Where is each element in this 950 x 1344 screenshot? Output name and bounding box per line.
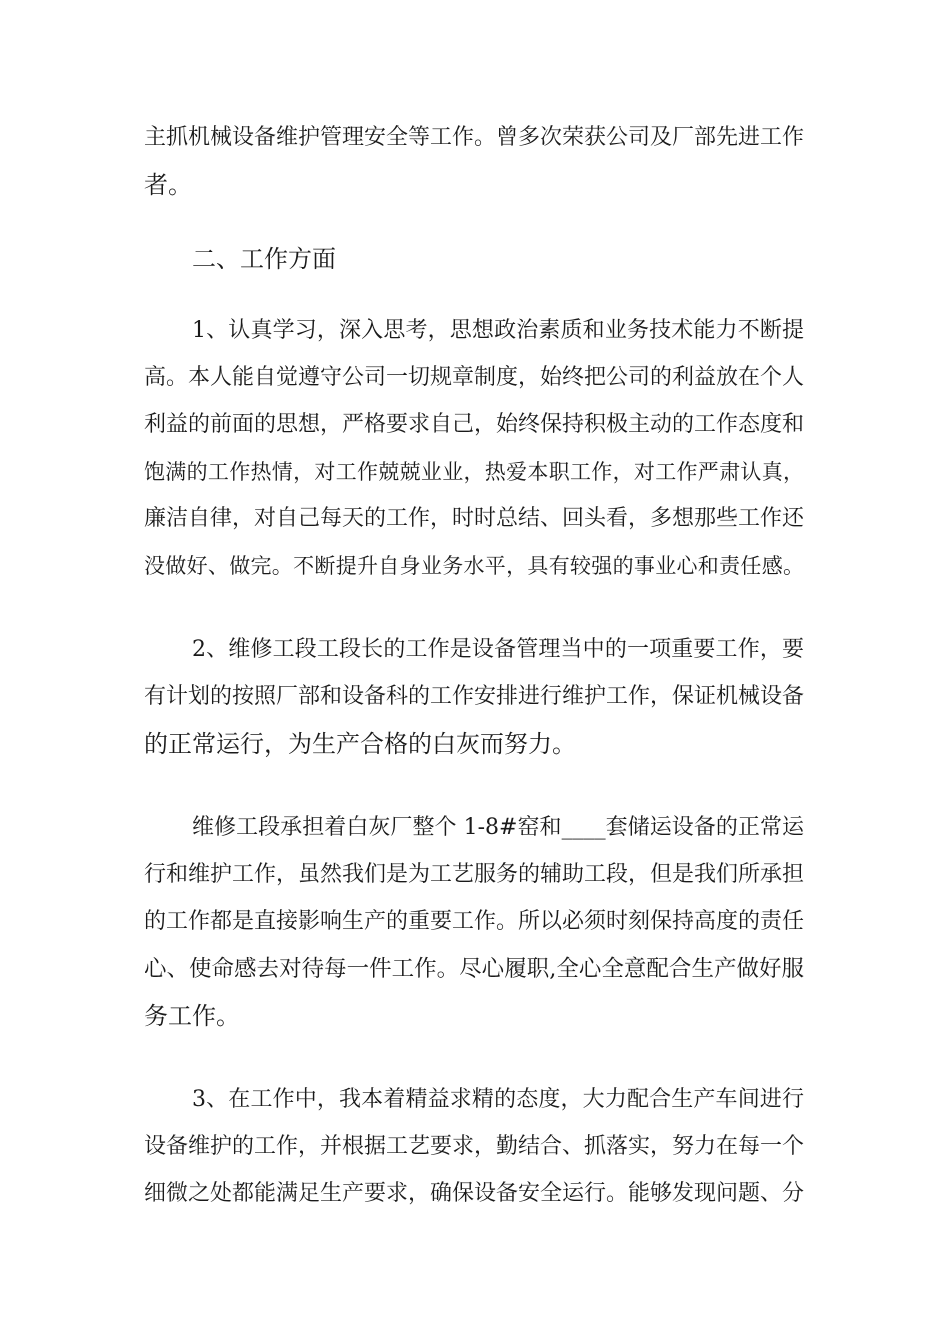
paragraph-4-line-2: 设备维护的工作，并根据工艺要求，勤结合、抓落实，努力在每一个: [144, 1134, 805, 1159]
intro-line-2: 者。: [144, 171, 192, 199]
paragraph-4-line-1: 3、在工作中，我本着精益求精的态度，大力配合生产车间进行: [192, 1087, 804, 1112]
paragraph-1-line-3: 利益的前面的思想，严格要求自己，始终保持积极主动的工作态度和: [144, 412, 805, 437]
paragraph-1-line-6: 没做好、做完。不断提升自身业务水平，具有较强的事业心和责任感。: [144, 554, 804, 578]
intro-line-1: 主抓机械设备维护管理安全等工作。曾多次荣获公司及厂部先进工作: [144, 125, 805, 150]
paragraph-2-line-3: 的正常运行，为生产合格的白灰而努力。: [144, 730, 576, 758]
paragraph-3-line-2: 行和维护工作，虽然我们是为工艺服务的辅助工段，但是我们所承担: [144, 862, 805, 887]
paragraph-3-line-4: 心、使命感去对待每一件工作。尽心履职,全心全意配合生产做好服: [144, 956, 804, 982]
section-heading: 二、工作方面: [192, 245, 336, 273]
paragraph-2-line-2: 有计划的按照厂部和设备科的工作安排进行维护工作，保证机械设备: [144, 684, 805, 709]
paragraph-1-line-1: 1、认真学习，深入思考，思想政治素质和业务技术能力不断提: [192, 318, 804, 343]
paragraph-3-line-5: 务工作。: [144, 1002, 240, 1030]
paragraph-1-line-5: 廉洁自律，对自己每天的工作，时时总结、回头看，多想那些工作还: [144, 506, 805, 531]
paragraph-1-line-2: 高。本人能自觉遵守公司一切规章制度，始终把公司的利益放在个人: [144, 365, 805, 390]
paragraph-3-line-1: 维修工段承担着白灰厂整个 1-8#窑和____套储运设备的正常运: [192, 815, 804, 840]
paragraph-1-line-4: 饱满的工作热情，对工作兢兢业业，热爱本职工作，对工作严肃认真，: [144, 460, 804, 484]
paragraph-2-line-1: 2、维修工段工段长的工作是设备管理当中的一项重要工作，要: [192, 637, 804, 662]
paragraph-3-line-3: 的工作都是直接影响生产的重要工作。所以必须时刻保持高度的责任: [144, 909, 805, 934]
paragraph-4-line-3: 细微之处都能满足生产要求，确保设备安全运行。能够发现问题、分: [144, 1181, 805, 1206]
